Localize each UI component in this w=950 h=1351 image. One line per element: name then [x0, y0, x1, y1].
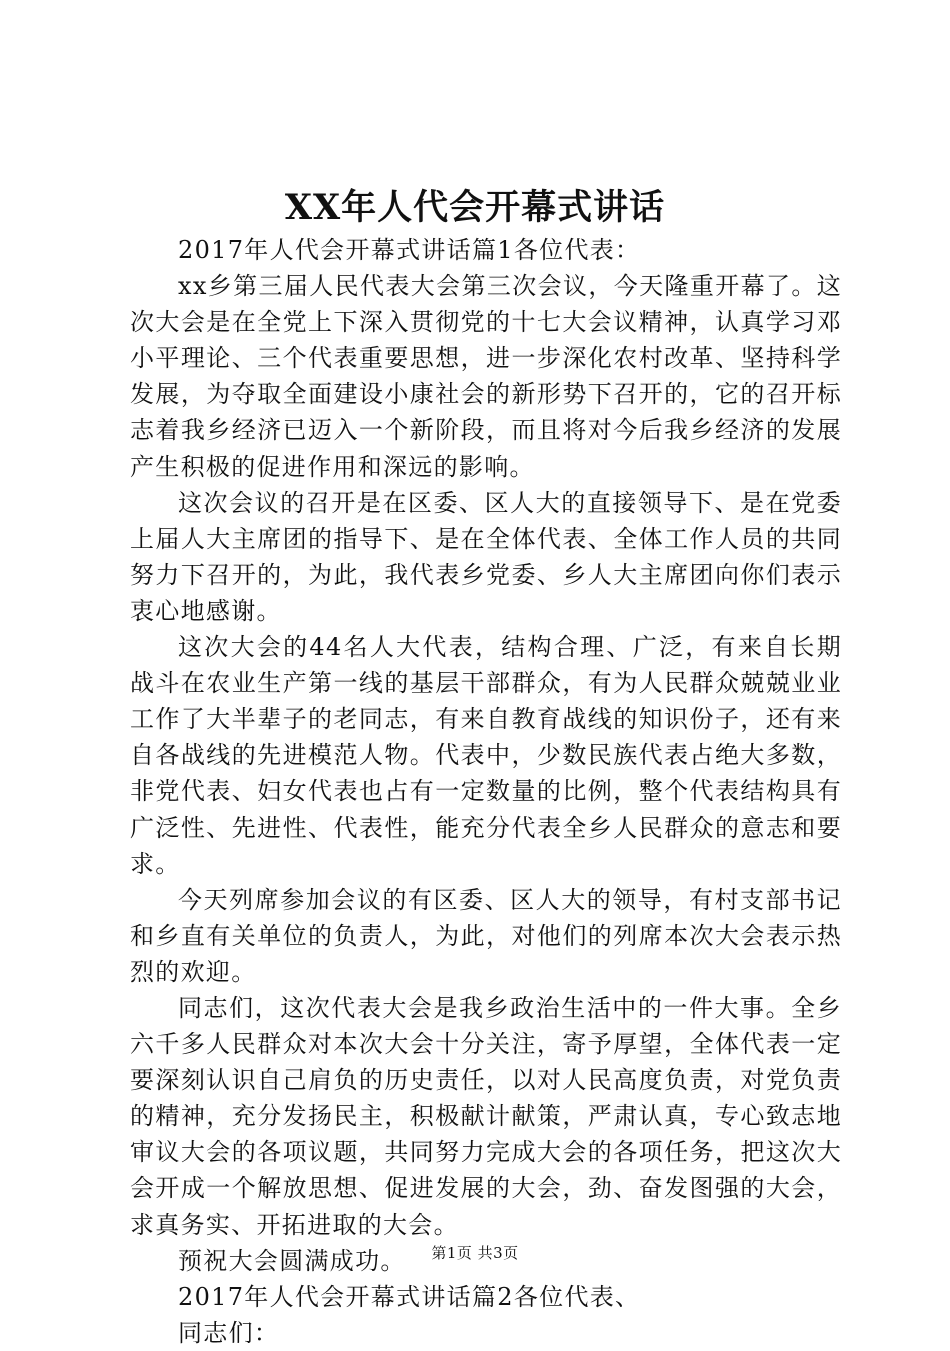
- paragraph: 预祝大会圆满成功。: [178, 1246, 406, 1275]
- paragraph: 2017年人代会开幕式讲话篇2各位代表、: [178, 1282, 641, 1311]
- paragraph: xx乡第三届人民代表大会第三次会议，今天隆重开幕了。这次大会是在全党上下深入贯彻党的十七大会议精神，认真学习邓小平理论、三个代表重要思想，进一步深化农村改革、坚持科学发展，为夺取全面建设小康社会的新形势下召开的，它的召开标志着我乡经济已迈入一个新阶段，而且将对今后我乡经济的发展产生积极的促进作用和深远的影响。: [130, 272, 842, 481]
- paragraph: 同志们，这次代表大会是我乡政治生活中的一件大事。全乡六千多人民群众对本次大会十分关注，寄予厚望，全体代表一定要深刻认识自己肩负的历史责任，以对人民高度负责，对党负责的精神，充分发扬民主，积极献计献策，严肃认真，专心致志地审议大会的各项议题，共同努力完成大会的各项任务，把这次大会开成一个解放思想、促进发展的大会，劲、奋发图强的大会，求真务实、开拓进取的大会。: [130, 993, 842, 1239]
- document-title: XX年人代会开幕式讲话: [284, 187, 666, 228]
- paragraph: 同志们：: [178, 1318, 280, 1347]
- paragraph: 今天列席参加会议的有区委、区人大的领导，有村支部书记和乡直有关单位的负责人，为此，对他们的列席本次大会表示热烈的欢迎。: [130, 885, 842, 986]
- document-body: [130, 232, 842, 1351]
- paragraph: 这次会议的召开是在区委、区人大的直接领导下、是在党委上届人大主席团的指导下、是在全体代表、全体工作人员的共同努力下召开的，为此，我代表乡党委、乡人大主席团向你们表示衷心地感谢。: [130, 488, 842, 625]
- paragraph: 这次大会的44名人大代表，结构合理、广泛，有来自长期战斗在农业生产第一线的基层干部群众，有为人民群众兢兢业业工作了大半辈子的老同志，有来自教育战线的知识份子，还有来自各战线的先进模范人物。代表中，少数民族代表占绝大多数，非党代表、妇女代表也占有一定数量的比例，整个代表结构具有广泛性、先进性、代表性，能充分代表全乡人民群众的意志和要求。: [130, 633, 842, 878]
- paragraph: 2017年人代会开幕式讲话篇1各位代表：: [178, 236, 641, 264]
- page-footer: 第1页 共3页: [431, 1244, 519, 1262]
